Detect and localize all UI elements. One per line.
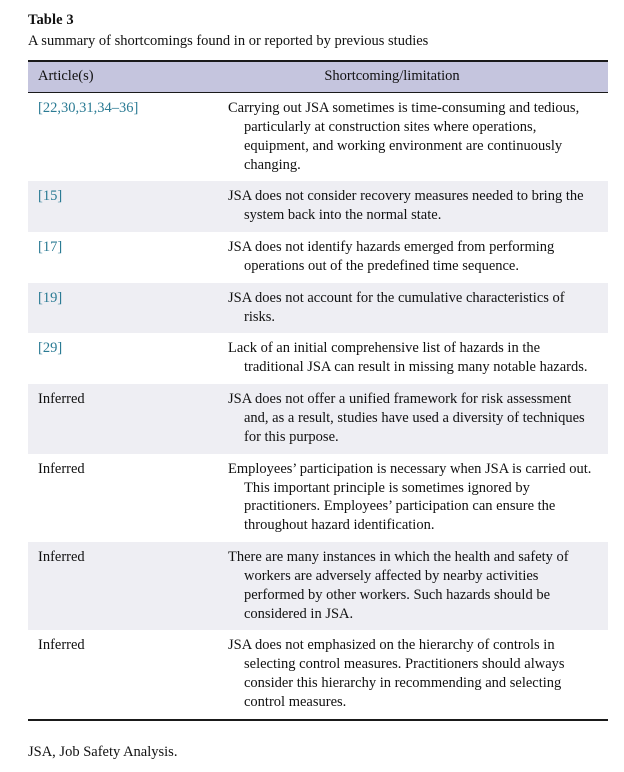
cell-shortcoming <box>224 283 608 334</box>
table-row <box>28 283 608 334</box>
cell-article <box>28 232 224 283</box>
cell-article <box>28 333 224 384</box>
cell-article <box>28 630 224 719</box>
table-row <box>28 384 608 454</box>
shortcoming-text: JSA does not offer a unified framework for risk assessment and, as a result, studies have used a diversity of techniques for this purpose. <box>228 391 585 445</box>
table-number-label: Table 3 <box>28 12 74 28</box>
table-row <box>28 630 608 719</box>
shortcoming-text: Lack of an initial comprehensive list of hazards in the traditional JSA can result in missing many notable hazards. <box>228 340 588 376</box>
cell-article <box>28 93 224 182</box>
citation-link[interactable]: [17] <box>38 239 63 256</box>
column-header-shortcoming: Shortcoming/limitation <box>224 61 608 93</box>
shortcomings-table <box>28 60 608 721</box>
cell-article <box>28 454 224 542</box>
article-source-text: Inferred <box>38 391 85 408</box>
table-footnote: JSA, Job Safety Analysis. <box>28 744 178 760</box>
shortcoming-text: Carrying out JSA sometimes is time-consuming and tedious, particularly at construction sites where operations, equipment, and working environment are continuously changing. <box>228 100 580 173</box>
shortcoming-text: Employees’ participation is necessary when JSA is carried out. This important principle is sometimes ignored by practitioners. Employees’ participation can ensure the throughout hazard identification. <box>228 460 592 534</box>
cell-shortcoming <box>224 454 608 542</box>
table-row <box>28 454 608 542</box>
table-head <box>28 61 608 93</box>
shortcoming-text: JSA does not account for the cumulative characteristics of risks. <box>228 289 565 325</box>
table-body <box>28 93 608 720</box>
table-row <box>28 181 608 232</box>
article-source-text: Inferred <box>38 460 85 477</box>
cell-shortcoming <box>224 93 608 182</box>
shortcoming-text: JSA does not identify hazards emerged from performing operations out of the predefined time sequence. <box>228 239 555 274</box>
cell-shortcoming <box>224 181 608 232</box>
citation-link[interactable]: [22,30,31,34–36] <box>38 100 139 116</box>
article-source-text: Inferred <box>38 637 85 654</box>
cell-shortcoming <box>224 232 608 283</box>
cell-article <box>28 384 224 454</box>
cell-shortcoming <box>224 630 608 719</box>
citation-link[interactable]: [19] <box>38 289 63 306</box>
column-header-article: Article(s) <box>28 61 224 93</box>
cell-shortcoming <box>224 384 608 454</box>
citation-link[interactable]: [29] <box>38 340 63 357</box>
cell-shortcoming <box>224 542 608 630</box>
table-row <box>28 232 608 283</box>
table-row <box>28 542 608 630</box>
table-row <box>28 93 608 182</box>
article-source-text: Inferred <box>38 549 85 566</box>
cell-article <box>28 181 224 232</box>
citation-link[interactable]: [15] <box>38 188 63 205</box>
table-row <box>28 333 608 384</box>
cell-shortcoming <box>224 333 608 384</box>
shortcoming-text: JSA does not consider recovery measures needed to bring the system back into the normal state. <box>228 188 584 224</box>
table-caption: A summary of shortcomings found in or reported by previous studies <box>28 33 429 49</box>
shortcoming-text: JSA does not emphasized on the hierarchy of controls in selecting control measures. Practitioners should always consider this hierarchy in recommending and selecting control measures. <box>228 637 565 710</box>
cell-article <box>28 283 224 334</box>
cell-article <box>28 542 224 630</box>
table-header-row <box>28 61 608 93</box>
shortcoming-text: There are many instances in which the health and safety of workers are adversely affected by nearby activities performed by other workers. Such hazards should be considered in JSA. <box>228 549 569 622</box>
